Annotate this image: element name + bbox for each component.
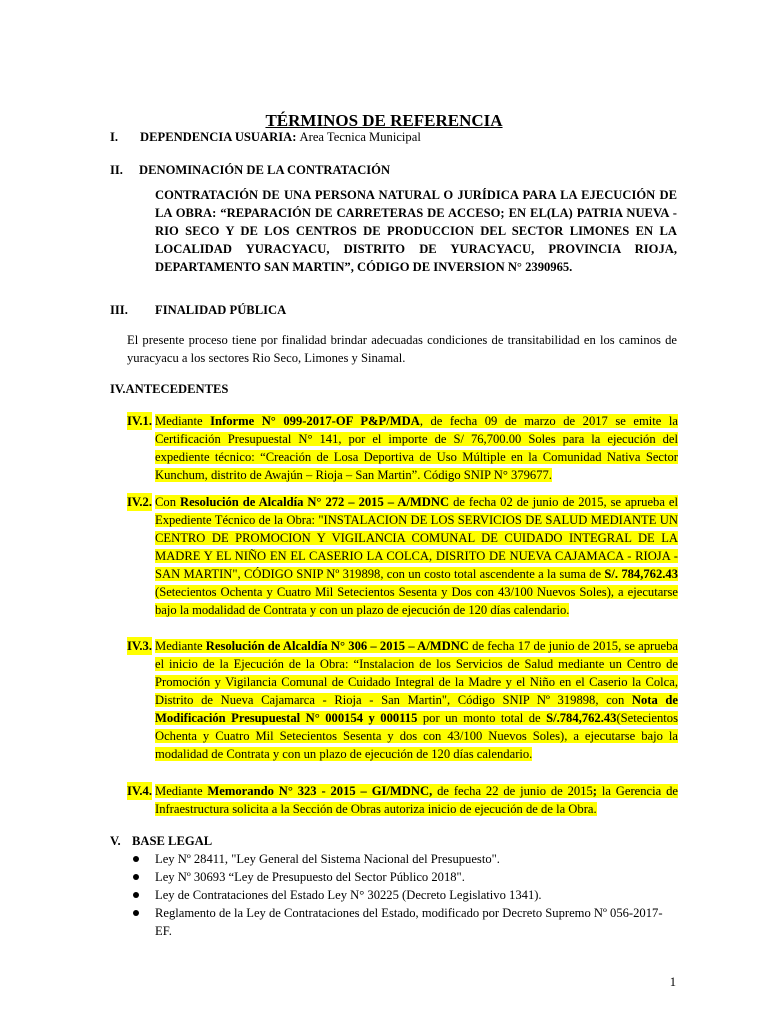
section-2-heading [110, 161, 680, 179]
antecedente-item: IV.2. Con Resolución de Alcaldía N° 272 – 2015 – A/MDNC de fecha 02 de junio de 2015, se aprueba el Expediente Técnico de la Obra: "INSTALACION DE LOS SERVICIOS DE SALUD MEDIANTE UN CENTRO DE PROMOCION Y VIGILANCIA COMUNAL DE CUIDADO INTEGRAL DE LA MADRE Y EL NIÑO EN EL CASERIO LA COLCA, DISRITO DE NUEVA CAJAMACA - RIOJA - SAN MARTIN", CÓDIGO SNIP Nº 319898, con un costo total ascendente a la suma de S/. 784,762.43 (Setecientos Ochenta y Cuatro Mil Setecientos Sesenta y Dos con 43/100 Nuevos Soles), a ejecutarse bajo la modalidad de Contrata y con un plazo de ejecución de 120 días calendario. [127, 495, 678, 617]
list-item: Ley Nº 30693 “Ley de Presupuesto del Sector Público 2018". [131, 868, 679, 886]
list-item: Ley Nº 28411, "Ley General del Sistema Nacional del Presupuesto". [131, 850, 679, 868]
document-title: TÉRMINOS DE REFERENCIA [265, 111, 503, 130]
resolucion-reference: Resolución de Alcaldía N° 306 – 2015 – A/MDNC [205, 639, 469, 653]
item-number: IV.2. [127, 495, 152, 509]
antecedente-item: IV.1. Mediante Informe N° 099-2017-OF P&P/MDA, de fecha 09 de marzo de 2017 se emite la Certificación Presupuestal N° 141, por el importe de S/ 76,700.00 Soles para la ejecución del expediente técnico: “Creación de Losa Deportiva de Uso Múltiple en la Comunidad Nativa Sector Kunchum, distrito de Awajún – Rioja – San Martin”. Código SNIP N° 379677. [127, 414, 678, 482]
informe-reference: Informe N° 099-2017-OF P&P/MDA [210, 414, 420, 428]
amount-value: S/. 784,762.43 [604, 567, 678, 581]
dependencia-value: Area Tecnica Municipal [299, 130, 421, 144]
section-label: IV.ANTECEDENTES [110, 382, 229, 396]
list-item: Ley de Contrataciones del Estado Ley N° 30225 (Decreto Legislativo 1341). [131, 886, 679, 904]
bullet-icon [133, 856, 139, 862]
antecedente-item: IV.4. Mediante Memorando N° 323 - 2015 – GI/MDNC, de fecha 22 de junio de 2015; la Gerencia de Infraestructura solicita a la Sección de Obras autoriza inicio de ejecución de de la Obra. [127, 784, 678, 816]
section-4-heading [110, 380, 680, 398]
page-number: 1 [669, 975, 676, 989]
section-5-heading [110, 832, 680, 850]
section-1-heading [110, 128, 680, 146]
bullet-icon [133, 892, 139, 898]
item-number: IV.1. [127, 414, 152, 428]
resolucion-reference: Resolución de Alcaldía N° 272 – 2015 – A/MDNC [179, 495, 450, 509]
section-number: V. [110, 834, 121, 848]
item-number: IV.4. [127, 784, 152, 798]
section-label: DENOMINACIÓN DE LA CONTRATACIÓN [139, 163, 391, 177]
bullet-icon [133, 874, 139, 880]
section-number: II. [110, 163, 123, 177]
section-label: FINALIDAD PÚBLICA [155, 303, 287, 317]
bullet-icon [133, 910, 139, 916]
memorando-reference: Memorando N° 323 - 2015 – GI/MDNC, [207, 784, 433, 798]
antecedente-item: IV.3. Mediante Resolución de Alcaldía N° 306 – 2015 – A/MDNC de fecha 17 de junio de 2015, se aprueba el inicio de la Ejecución de la Obra: “Instalacion de los Servicios de Salud mediante un Centro de Promoción y Vigilancia Comunal de Cuidado Integral de la Madre y el Niño en el Caserio la Colca, Distrito de Nueva Cajamarca - Rioja - San Martin", Código SNIP Nº 319898, con Nota de Modificación Presupuestal N° 000154 y 000115 por un monto total de S/.784,762.43(Setecientos Ochenta y Cuatro Mil Setecientos Sesenta y dos con 43/100 Nuevos Soles), a ejecutarse bajo la modalidad de Contrata y con un plazo de ejecución de 120 días calendario. [127, 639, 679, 761]
amount-value: S/.784,762.43 [546, 711, 617, 725]
section-label: DEPENDENCIA USUARIA: [140, 130, 297, 144]
nota-modificacion: Nota de Modificación Presupuestal N° 000154 y 000115 [155, 693, 679, 725]
base-legal-list [131, 850, 679, 940]
section-label: BASE LEGAL [132, 834, 213, 848]
contratacion-description: CONTRATACIÓN DE UNA PERSONA NATURAL O JURÍDICA PARA LA EJECUCIÓN DE LA OBRA: “REPARACIÓN DE CARRETERAS DE ACCESO; EN EL(LA) PATRIA NUEVA - RIO SECO Y DE LOS CENTROS DE PRODUCCION DEL SECTOR LIMONES EN LA LOCALIDAD YURACYACU, DISTRITO DE YURACYACU, PROVINCIA RIOJA, DEPARTAMENTO SAN MARTIN”, CÓDIGO DE INVERSION N° 2390965. [155, 188, 677, 274]
section-3-heading [110, 301, 680, 319]
list-item: Reglamento de la Ley de Contrataciones del Estado, modificado por Decreto Supremo Nº 056-2017-EF. [131, 904, 679, 940]
section-number: I. [110, 130, 119, 144]
item-number: IV.3. [127, 639, 152, 653]
section-number: III. [110, 303, 128, 317]
finalidad-paragraph: El presente proceso tiene por finalidad brindar adecuadas condiciones de transitabilidad en los caminos de yuracyacu a los sectores Rio Seco, Limones y Sinamal. [127, 333, 677, 365]
